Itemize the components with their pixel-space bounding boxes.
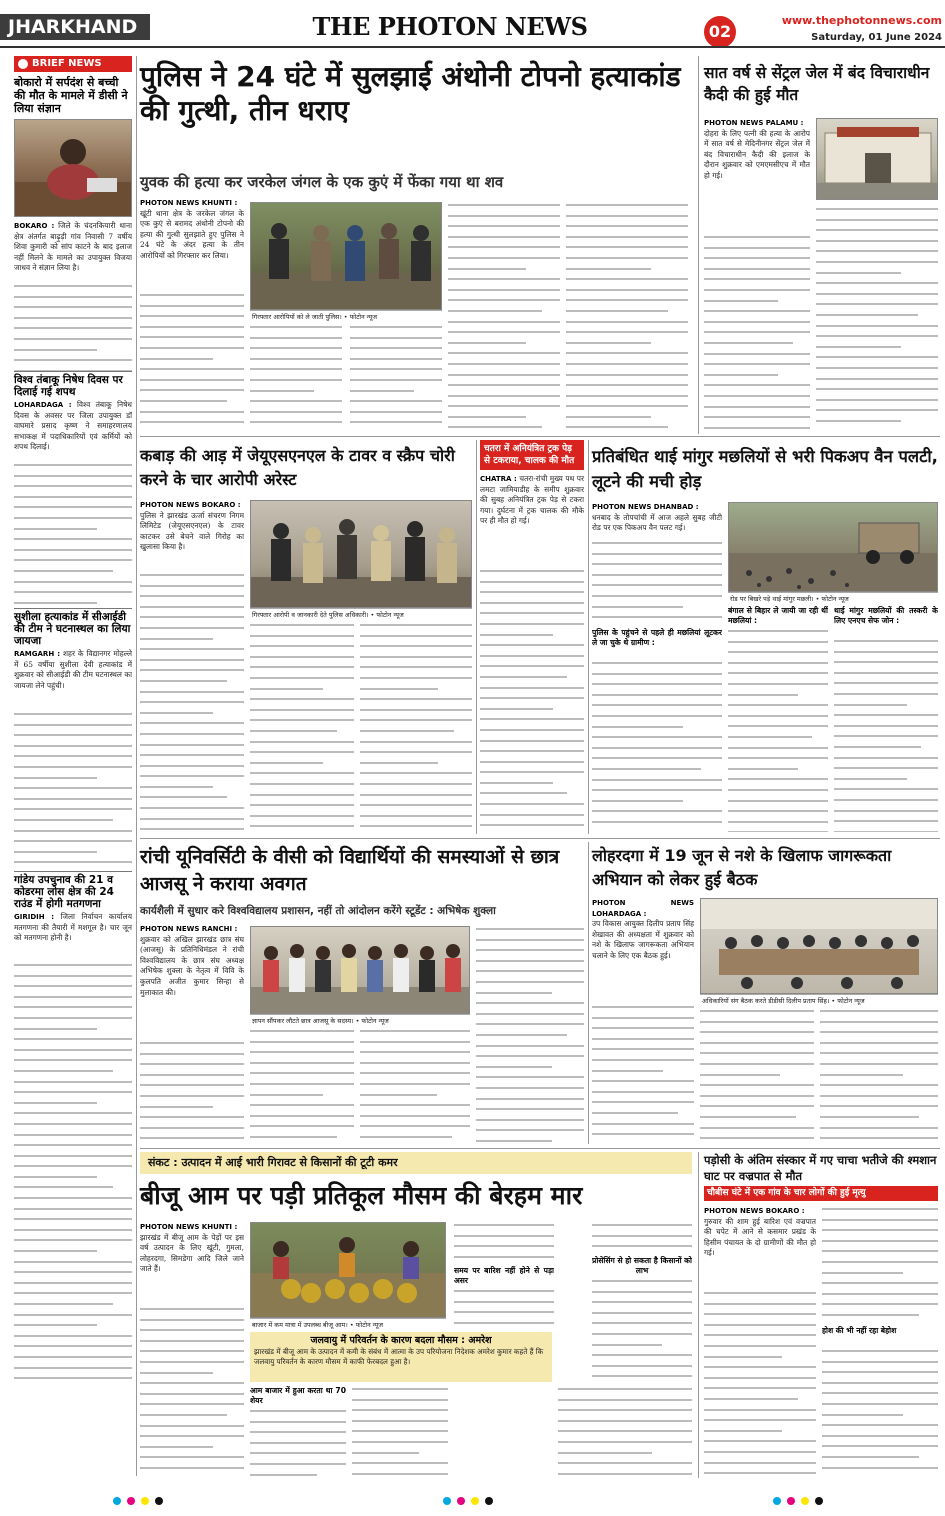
lead-headline: पुलिस ने 24 घंटे में सुलझाई अंथोनी टोपनो हत्याकांड की गुत्थी, तीन धराए — [140, 60, 681, 127]
lohardaga-photo — [700, 898, 938, 994]
mango-col-4 — [454, 1222, 554, 1328]
chatra-col: CHATRA : चतरा-रांची मुख्य पथ पर लमटा जामियाडीह के समीप शुक्रवार की सुबह अनियंत्रित ट्रक पेड़ से टकरा गया। दुर्घटना में ट्रक चालक की मौके पर ही मौत हो गई। — [480, 474, 584, 832]
lead-subhead: युवक की हत्या कर जरकेल जंगल के एक कुएं में फेंका गया था शव — [140, 173, 504, 191]
brief-photo-dc — [14, 119, 132, 217]
meeting-room-image — [701, 899, 938, 994]
row-divider-3 — [140, 1148, 940, 1149]
brief-body-2: LOHARDAGA : विश्व तंबाकू निषेध दिवस के अवसर पर जिला उपायुक्त डॉ वाघमारे प्रसाद कृष्ण ने समाहरणालय सभाकक्ष में पदाधिकारियों एवं कर्मियों को शपथ दिलाई। — [14, 400, 132, 608]
student-group-image — [251, 927, 470, 1014]
lohardaga-headline: लोहरदगा में 19 जून से नशे के खिलाफ जागरूकता अभियान को लेकर हुई बैठक — [592, 846, 892, 889]
brief-body-1: BOKARO : जिले के चंदनकियारी थाना क्षेत्र अंतर्गत बाढ़ुड़ी गांव निवासी 7 वर्षीय शिवा कुमारी को सांप काटने के बाद इलाज नहीं मिलने के मामले का उपायुक्त विजया जाधव ने संज्ञान लिया है। — [14, 221, 132, 371]
mango-subhead-3: प्रोसेसिंग से हो सकता है किसानों को लाभ — [592, 1256, 692, 1275]
cremation-subhead: चौबीस घंटे में एक गांव के चार लोगों की हुई मृत्यु — [704, 1186, 938, 1201]
chatra-divider — [476, 440, 477, 834]
jsnl-photo-caption: गिरफ्तार आरोपी व जानकारी देते पुलिस अधिकारी। • फोटोन न्यूज — [250, 608, 472, 620]
ranchi-photo — [250, 926, 470, 1014]
fish-divider — [588, 440, 589, 834]
ranchi-subhead: कार्यशैली में सुधार करे विश्वविद्यालय प्रशासन, नहीं तो आंदोलन करेंगे स्टूडेंट : अभिषेक शुक्ला — [140, 905, 496, 917]
mango-col-3 — [352, 1386, 448, 1478]
brief-news-column — [14, 56, 132, 1476]
jail-building-image — [817, 119, 938, 200]
mango-kicker: संकट : उत्पादन में आई भारी गिरावट से किसानों की टूटी कमर — [140, 1152, 692, 1174]
jsnl-col-3 — [360, 622, 472, 832]
mango-subhead-2: समय पर बारिश नहीं होने से पड़ा असर — [454, 1266, 554, 1285]
mango-subhead-1: आम बाजार में हुआ करता था 70 शेयर — [250, 1386, 346, 1405]
ranchi-col-1: PHOTON NEWS RANCHI : शुक्रवार को अखिल झारखंड छात्र संघ (आजसू) के प्रतिनिधिमंडल ने रांची विश्वविद्यालय के छात्र संघ अध्यक्ष अभिषेक शुक्ला के नेतृत्व में विवि के कुलपति अजीत कुमार सिन्हा से मुलाकात की। — [140, 924, 244, 1144]
brief-news-label: BRIEF NEWS — [14, 56, 132, 72]
ranchi-col-2 — [250, 1028, 354, 1144]
jsnl-col-1: PHOTON NEWS BOKARO : पुलिस ने झारखंड ऊर्जा संचरण निगम लिमिटेड (जेयूएसएनएल) के टावर काटकर उसे बेचने वाले गिरोह का खुलासा किया है। — [140, 500, 244, 832]
mango-quote-text: झारखंड में बीजू आम के उत्पादन में कमी के संबंध में आत्मा के उप परियोजना निदेशक अमरेश कुमार कहते हैं कि जलवायु परिवर्तन के कारण मौसम में काफी फेरबदल हुआ है। — [254, 1347, 544, 1366]
police-with-accused-image — [251, 203, 442, 310]
mango-col-5 — [558, 1386, 692, 1478]
ranchi-photo-caption: ज्ञापन सौंपकर लौटते छात्र आजसू के सदस्य। • फोटोन न्यूज — [250, 1014, 470, 1026]
jail-headline: सात वर्ष से सेंट्रल जेल में बंद विचाराधीन कैदी की हुई मौत — [704, 64, 930, 104]
chatra-headline: चतरा में अनियंत्रित ट्रक पेड़ से टकराया, चालक की मौत — [480, 440, 584, 470]
registration-marks-right — [770, 1490, 826, 1509]
lead-col-3-lower — [350, 324, 442, 428]
sidebar-divider — [136, 56, 137, 1476]
fish-col-2 — [728, 606, 828, 832]
page-number: 02 — [704, 16, 736, 48]
fish-col-1: PHOTON NEWS DHANBAD : धनबाद के तोपचांची में आज अहले सुबह जीटी रोड पर एक पिकअप वैन पलट गई। पुलिस के पहुंचने से पहले ही मछलियां लूटकर ले जा चुके थे ग्रामीण : — [592, 502, 722, 832]
lead-photo — [250, 202, 442, 310]
mango-headline: बीजू आम पर पड़ी प्रतिकूल मौसम की बेरहम मार — [140, 1181, 583, 1210]
brief-headline-4: गांडेय उपचुनाव की 21 व कोडरमा लोस क्षेत्र की 24 राउंड में होगी मतगणना — [14, 871, 132, 910]
overturned-van-image — [729, 503, 938, 592]
lead-col-2-lower — [250, 324, 342, 428]
mango-quote-head: जलवायु में परिवर्तन के कारण बदला मौसम : अमरेश — [310, 1335, 492, 1346]
ranchi-headline: रांची यूनिवर्सिटी के वीसी को विद्यार्थियों की समस्याओं से छात्र आजसू ने कराया अवगत — [140, 846, 560, 895]
fish-photo-caption: रोड पर बिखरे पड़े थाई मांगुर मछली। • फोटोन न्यूज — [728, 592, 938, 604]
cremation-col-2 — [822, 1206, 938, 1478]
lead-col-1: PHOTON NEWS KHUNTI : खूंटी थाना क्षेत्र के जरकेल जंगल के एक कुएं से बरामद अंथोनी टोपनो की हत्या की गुत्थी सुलझाते हुए पुलिस ने 24 घंटे के अंदर हत्या के तीन आरोपियों को गिरफ्तार कर लिया। — [140, 198, 244, 428]
brief-body-3: RAMGARH : शहर के विद्यानगर मोहल्ले में 65 वर्षीया सुशीला देवी हत्याकांड में शुक्रवार को सीआईडी की टीम घटनास्थल का जायजा लेने पहुंची। — [14, 649, 132, 871]
registration-marks-center — [440, 1490, 496, 1509]
lead-col-5 — [566, 202, 688, 428]
fish-col-3 — [834, 606, 938, 832]
cremation-headline: पड़ोसी के अंतिम संस्कार में गए चाचा भतीजे की श्मशान घाट पर वज्रपात से मौत — [704, 1153, 937, 1183]
cremation-subhead-2: होश की भी नहीं रहा बेहोश — [822, 1326, 897, 1335]
brief-headline-2: विश्व तंबाकू निषेध दिवस पर दिलाई गई शपथ — [14, 371, 132, 398]
right-divider-top — [698, 56, 699, 434]
mango-col-6 — [592, 1222, 692, 1382]
mango-quote-box — [250, 1332, 552, 1382]
lohardaga-col-3 — [820, 1008, 938, 1144]
lohardaga-photo-caption: अधिकारियों संग बैठक करते डीडीसी दिलीप प्रताप सिंह। • फोटोन न्यूज — [700, 994, 938, 1006]
ranchi-col-3 — [360, 1028, 470, 1144]
issue-date: Saturday, 01 June 2024 — [811, 32, 942, 43]
fish-photo — [728, 502, 938, 592]
accused-with-officers-image — [251, 501, 472, 608]
fish-subhead-3: थाई मांगुर मछलियों की तस्करी के लिए एनएच सेफ जोन : — [834, 606, 938, 625]
jail-photo — [816, 118, 938, 200]
fish-headline: प्रतिबंधित थाई मांगुर मछलियों से भरी पिकअप वैन पलटी, लूटने की मची होड़ — [592, 447, 938, 491]
person-at-desk-image — [15, 120, 132, 217]
paper-name: THE PHOTON NEWS — [312, 12, 588, 41]
jsnl-photo — [250, 500, 472, 608]
cremation-col-1: PHOTON NEWS BOKARO : गुरुवार की शाम हुई बारिश एवं वज्रपात की चपेट में आने से कसमार प्रखंड के हिसीम पंचायत के दो ग्रामीणों की मौत हो गई। — [704, 1206, 816, 1478]
cremation-divider — [698, 1152, 699, 1478]
website-url: www.thephotonnews.com — [781, 14, 942, 27]
lead-photo-caption: गिरफ्तार आरोपियों को ले जाती पुलिस। • फोटोन न्यूज — [250, 310, 442, 322]
row-divider-2 — [140, 838, 940, 839]
mango-market-image — [251, 1223, 446, 1318]
mango-photo — [250, 1222, 446, 1318]
brief-body-4: GIRIDIH : जिला निर्वाचन कार्यालय मतगणना की तैयारी में मशगूल है। चार जून को मतगणना होनी है। — [14, 912, 132, 1382]
mango-photo-caption: बाजार में कम मात्रा में उपलब्ध बीजू आम। • फोटोन न्यूज — [250, 1318, 446, 1330]
mango-col-2 — [250, 1386, 346, 1478]
fish-subhead-1: पुलिस के पहुंचने से पहले ही मछलियां लूटकर ले जा चुके थे ग्रामीण : — [592, 628, 722, 647]
mango-col-1: PHOTON NEWS KHUNTI : झारखंड में बीजू आम के पेड़ों पर इस वर्ष उत्पादन के लिए खूंटी, गुमला, लोहरदगा, सिमडेगा आदि जिले जाने जाते हैं। — [140, 1222, 244, 1478]
brief-headline-3: सुशीला हत्याकांड में सीआईडी की टीम ने घटनास्थल का लिया जायजा — [14, 608, 132, 647]
lohardaga-col-1: PHOTON NEWS LOHARDAGA : उप विकास आयुक्त दिलीप प्रताप सिंह शेखावत की अध्यक्षता में शुक्रवार को नशे के खिलाफ जागरूकता अभियान चलाने के लिए एक बैठक हुई। — [592, 898, 694, 1144]
bullet-icon — [18, 59, 28, 69]
jail-col-2 — [816, 206, 938, 430]
ranchi-col-4 — [476, 926, 584, 1144]
masthead-rule — [0, 46, 945, 48]
row-divider-1 — [140, 436, 940, 437]
jsnl-col-2 — [250, 622, 354, 832]
lohardaga-col-2 — [700, 1008, 814, 1144]
lead-col-4 — [448, 202, 560, 428]
fish-subhead-2: बंगाल से बिहार ले जायी जा रही थीं मछलियां : — [728, 606, 828, 625]
masthead — [0, 0, 945, 50]
section-label: JHARKHAND — [0, 14, 150, 40]
lohardaga-divider — [588, 842, 589, 1144]
registration-marks-left — [110, 1490, 166, 1509]
jail-col-1: PHOTON NEWS PALAMU : दोहरा के लिए पत्नी की हत्या के आरोप में सात वर्ष से मेदिनीनगर सेंट्रल जेल में बंद विचाराधीन कैदी की इलाज के दौरान शुक्रवार को एमएमसीएच में मौत हो गई। — [704, 118, 810, 430]
jsnl-headline: कबाड़ की आड़ में जेयूएसएनएल के टावर व स्क्रैप चोरी करने के चार आरोपी अरेस्ट — [140, 446, 455, 489]
brief-headline-1: बोकारो में सर्पदंश से बच्ची की मौत के मामले में डीसी ने लिया संज्ञान — [14, 76, 128, 115]
